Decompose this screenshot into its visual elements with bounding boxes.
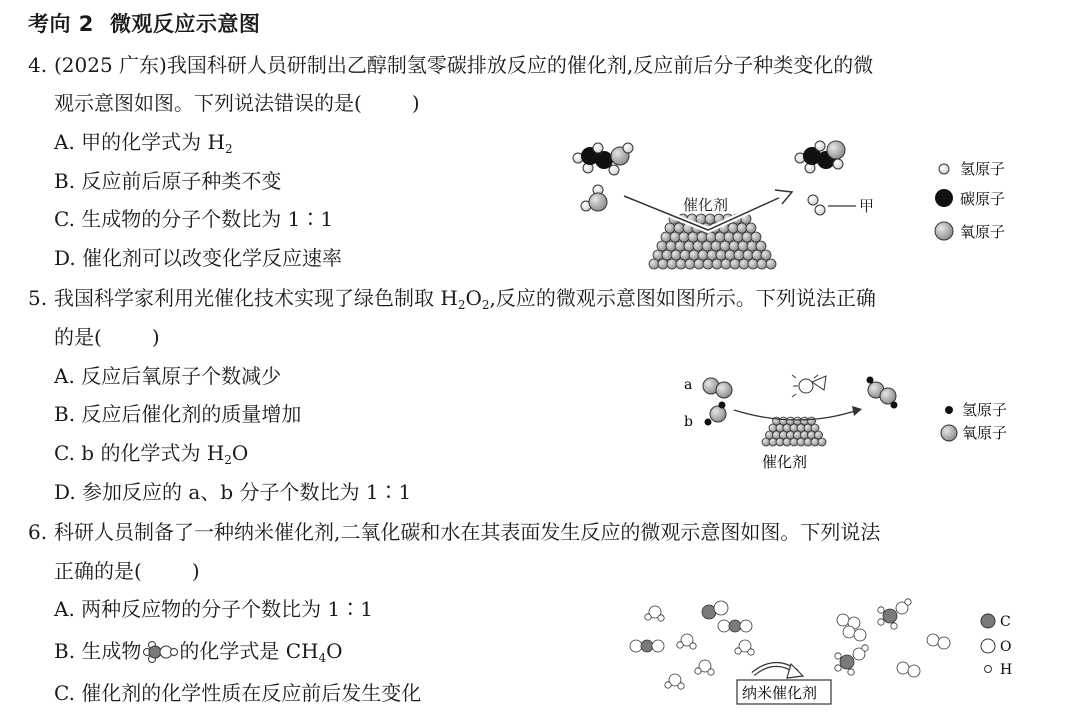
hydrogen-atom bbox=[658, 615, 664, 621]
catalyst-sphere bbox=[676, 259, 686, 269]
catalyst-sphere bbox=[697, 232, 707, 242]
catalyst-bed bbox=[649, 214, 776, 269]
hydrogen-atom bbox=[848, 669, 854, 675]
q6-legend bbox=[976, 610, 1036, 684]
catalyst-sphere bbox=[734, 250, 744, 260]
q5-legend bbox=[938, 398, 1058, 452]
product-molecule-right bbox=[795, 141, 845, 173]
catalyst-sphere bbox=[671, 250, 681, 260]
catalyst-sphere bbox=[665, 223, 675, 233]
hydrogen-atom bbox=[905, 599, 911, 605]
q4-reaction-diagram bbox=[568, 138, 908, 273]
oxygen-atom bbox=[652, 640, 664, 652]
q6-option-b-pre: B. 生成物 bbox=[54, 639, 142, 663]
hydrogen-atom bbox=[735, 648, 741, 654]
q5-close-paren: ) bbox=[151, 325, 160, 349]
oxygen-atom bbox=[854, 629, 866, 641]
catalyst-sphere bbox=[685, 259, 695, 269]
q4-catalyst-label: 催化剂 bbox=[683, 196, 729, 214]
catalyst-sphere bbox=[693, 241, 703, 251]
q4-option-d[interactable]: D. 催化剂可以改变化学反应速率 bbox=[54, 246, 343, 270]
catalyst-sphere bbox=[757, 259, 767, 269]
hydrogen-atom bbox=[678, 683, 684, 689]
q6-product-molecules bbox=[835, 599, 950, 677]
catalyst-sphere bbox=[680, 250, 690, 260]
catalyst-sphere bbox=[742, 232, 752, 242]
oxygen-atom bbox=[938, 637, 950, 649]
catalyst-sphere bbox=[728, 223, 738, 233]
catalyst-sphere bbox=[667, 259, 677, 269]
q5-oxygen-legend-icon bbox=[941, 425, 957, 441]
catalyst-sphere bbox=[688, 232, 698, 242]
catalyst-sphere bbox=[808, 417, 816, 425]
q5-option-c-pre: C. b 的化学式为 H bbox=[54, 441, 225, 465]
q5-stem-line1 bbox=[54, 285, 876, 318]
q6-hydrogen-legend-icon bbox=[985, 666, 992, 673]
carbon-legend-icon bbox=[935, 189, 953, 207]
q4-stem-line1 bbox=[54, 52, 873, 78]
q6-stem-text2: 正确的是( bbox=[54, 559, 142, 583]
q5-legend-oxygen: 氧原子 bbox=[962, 424, 1008, 442]
catalyst-sphere bbox=[705, 214, 715, 224]
q4-stem-text1: 我国科研人员研制出乙醇制氢零碳排放反应的催化剂,反应前后分子种类变化的微 bbox=[166, 53, 874, 77]
q5-stem-pre: 我国科学家利用光催化技术实现了绿色制取 H bbox=[54, 286, 458, 310]
oxygen-atom bbox=[927, 634, 939, 646]
q5-option-c[interactable] bbox=[54, 440, 248, 473]
catalyst-sphere bbox=[766, 259, 776, 269]
hydrogen-atom bbox=[645, 614, 651, 620]
product-h2o2 bbox=[867, 377, 898, 409]
catalyst-sphere bbox=[684, 241, 694, 251]
catalyst-sphere bbox=[752, 250, 762, 260]
hydrogen-atom bbox=[665, 682, 671, 688]
catalyst-sphere bbox=[733, 232, 743, 242]
q4-legend-hydrogen: 氢原子 bbox=[960, 160, 1006, 178]
catalyst-sphere bbox=[662, 250, 672, 260]
q6-option-c[interactable]: C. 催化剂的化学性质在反应前后发生变化 bbox=[54, 681, 422, 705]
catalyst-sphere bbox=[743, 250, 753, 260]
molecule-a bbox=[703, 378, 732, 398]
catalyst-sphere bbox=[707, 250, 717, 260]
q5-stem-sub1: 2 bbox=[457, 298, 466, 312]
methanol-molecule-icon bbox=[141, 641, 179, 663]
q4-legend bbox=[930, 156, 1060, 250]
catalyst-sphere bbox=[674, 223, 684, 233]
carbon-atom bbox=[641, 640, 653, 652]
oxygen-atom bbox=[843, 626, 855, 638]
q6-option-a[interactable]: A. 两种反应物的分子个数比为 1∶1 bbox=[54, 597, 373, 621]
q6-legend-c: C bbox=[1000, 614, 1011, 630]
oxygen-atom bbox=[718, 620, 730, 632]
hydrogen-atom bbox=[690, 643, 696, 649]
q6-reaction-diagram bbox=[625, 596, 975, 708]
q6-legend-h: H bbox=[1000, 662, 1013, 678]
catalyst-sphere bbox=[702, 241, 712, 251]
catalyst-sphere bbox=[694, 259, 704, 269]
hydrogen-atom bbox=[677, 642, 683, 648]
q4-stem-text2: 观示意图如图。下列说法错误的是( bbox=[54, 91, 362, 115]
catalyst-sphere bbox=[737, 223, 747, 233]
heading-topic: 微观反应示意图 bbox=[109, 12, 261, 36]
q5-catalyst-label: 催化剂 bbox=[762, 453, 808, 471]
q6-legend-o: O bbox=[1000, 639, 1012, 655]
catalyst-sphere bbox=[724, 232, 734, 242]
catalyst-sphere bbox=[675, 241, 685, 251]
q5-catalyst-bed bbox=[762, 417, 826, 446]
q5-stem-post: ,反应的微观示意图如图所示。下列说法正确 bbox=[489, 286, 876, 310]
hydrogen-atom bbox=[878, 607, 884, 613]
oxygen-legend-icon bbox=[935, 222, 953, 240]
q4-number: 4. bbox=[28, 53, 48, 77]
catalyst-sphere bbox=[698, 250, 708, 260]
catalyst-sphere bbox=[666, 241, 676, 251]
catalyst-sphere bbox=[725, 250, 735, 260]
hydrogen-atom bbox=[695, 668, 701, 674]
q4-option-b[interactable]: B. 反应前后原子种类不变 bbox=[54, 169, 282, 193]
q6-catalyst-label: 纳米催化剂 bbox=[742, 684, 818, 702]
catalyst-sphere bbox=[657, 241, 667, 251]
q5-option-a[interactable]: A. 反应后氧原子个数减少 bbox=[54, 364, 282, 388]
oxygen-atom bbox=[908, 665, 920, 677]
catalyst-sphere bbox=[756, 241, 766, 251]
q4-product-label: 甲 bbox=[859, 197, 875, 215]
oxygen-atom bbox=[740, 620, 752, 632]
carbon-atom bbox=[883, 609, 897, 623]
catalyst-sphere bbox=[761, 250, 771, 260]
q6-oxygen-legend-icon bbox=[981, 639, 995, 653]
catalyst-sphere bbox=[703, 259, 713, 269]
heading-label: 考向 2 bbox=[28, 12, 94, 36]
q4-source: (2025 广东) bbox=[54, 53, 167, 77]
water-molecule-left bbox=[581, 185, 607, 211]
oxygen-atom bbox=[897, 662, 909, 674]
catalyst-sphere bbox=[712, 259, 722, 269]
molecule-b bbox=[705, 402, 727, 426]
q5-stem-line2 bbox=[54, 324, 160, 350]
q4-stem-line2 bbox=[54, 90, 420, 116]
catalyst-sphere bbox=[706, 232, 716, 242]
q4-legend-oxygen: 氧原子 bbox=[960, 223, 1006, 241]
q5-stem-sub2: 2 bbox=[481, 298, 490, 312]
q4-option-a-sub: 2 bbox=[224, 142, 233, 156]
catalyst-sphere bbox=[696, 214, 706, 224]
hydrogen-atom bbox=[891, 623, 897, 629]
q5-stem-mid: O bbox=[465, 286, 482, 310]
hydrogen-atom bbox=[835, 665, 841, 671]
catalyst-sphere bbox=[729, 241, 739, 251]
catalyst-sphere bbox=[751, 232, 761, 242]
q4-close-paren: ) bbox=[411, 91, 420, 115]
ethanol-molecule-left bbox=[573, 143, 633, 175]
q5-stem-text2: 的是( bbox=[54, 325, 102, 349]
hydrogen-atom bbox=[878, 619, 884, 625]
q5-option-c-sub: 2 bbox=[224, 453, 232, 467]
q5-reaction-diagram bbox=[678, 372, 918, 472]
catalyst-sphere bbox=[721, 259, 731, 269]
catalyst-sphere bbox=[720, 241, 730, 251]
q5-number: 5. bbox=[28, 286, 48, 310]
hydrogen-atom bbox=[708, 669, 714, 675]
catalyst-sphere bbox=[746, 223, 756, 233]
q4-legend-carbon: 碳原子 bbox=[960, 190, 1006, 208]
q5-label-b: b bbox=[684, 414, 693, 430]
catalyst-sphere bbox=[748, 259, 758, 269]
hydrogen-atom bbox=[862, 645, 868, 651]
q6-number: 6. bbox=[28, 520, 48, 544]
catalyst-sphere bbox=[653, 250, 663, 260]
q5-option-c-post: O bbox=[231, 441, 249, 465]
q6-close-paren: ) bbox=[191, 559, 200, 583]
q6-stem-line2 bbox=[54, 558, 200, 584]
catalyst-sphere bbox=[738, 241, 748, 251]
catalyst-sphere bbox=[730, 259, 740, 269]
q5-option-b[interactable]: B. 反应后催化剂的质量增加 bbox=[54, 402, 302, 426]
q4-option-a-text: A. 甲的化学式为 H bbox=[54, 130, 225, 154]
oxygen-atom bbox=[630, 640, 642, 652]
q6-option-b-post-pre: 的化学式是 CH bbox=[179, 639, 319, 663]
catalyst-sphere bbox=[679, 232, 689, 242]
catalyst-sphere bbox=[670, 232, 680, 242]
q5-hydrogen-legend-icon bbox=[945, 406, 953, 414]
q6-option-b-sub: 4 bbox=[318, 651, 327, 665]
catalyst-sphere bbox=[711, 241, 721, 251]
carbon-atom bbox=[840, 655, 854, 669]
q4-option-c[interactable]: C. 生成物的分子个数比为 1∶1 bbox=[54, 207, 334, 231]
catalyst-sphere bbox=[661, 232, 671, 242]
catalyst-sphere bbox=[716, 250, 726, 260]
q6-carbon-legend-icon bbox=[981, 614, 995, 628]
catalyst-sphere bbox=[649, 259, 659, 269]
q6-option-b-post: O bbox=[326, 639, 343, 663]
light-bulb-icon bbox=[792, 375, 826, 397]
q6-option-b[interactable] bbox=[54, 638, 343, 671]
q4-option-a[interactable] bbox=[54, 129, 233, 162]
hydrogen-legend-icon bbox=[939, 164, 949, 174]
hydrogen-atom bbox=[748, 649, 754, 655]
carbon-atom bbox=[729, 620, 741, 632]
catalyst-sphere bbox=[658, 259, 668, 269]
hydrogen-atom bbox=[835, 653, 841, 659]
q5-legend-hydrogen: 氢原子 bbox=[962, 401, 1008, 419]
catalyst-sphere bbox=[715, 232, 725, 242]
oxygen-atom bbox=[714, 601, 728, 615]
q6-reactant-molecules bbox=[630, 601, 754, 689]
h2-molecule bbox=[808, 195, 856, 215]
q5-option-d[interactable]: D. 参加反应的 a、b 分子个数比为 1∶1 bbox=[54, 480, 412, 504]
section-heading bbox=[28, 8, 260, 38]
q5-label-a: a bbox=[684, 377, 693, 393]
catalyst-sphere bbox=[747, 241, 757, 251]
catalyst-sphere bbox=[689, 250, 699, 260]
q6-stem-line1: 科研人员制备了一种纳米催化剂,二氧化碳和水在其表面发生反应的微观示意图如图。下列说法 bbox=[54, 520, 881, 544]
catalyst-sphere bbox=[739, 259, 749, 269]
oxygen-atom bbox=[837, 614, 849, 626]
